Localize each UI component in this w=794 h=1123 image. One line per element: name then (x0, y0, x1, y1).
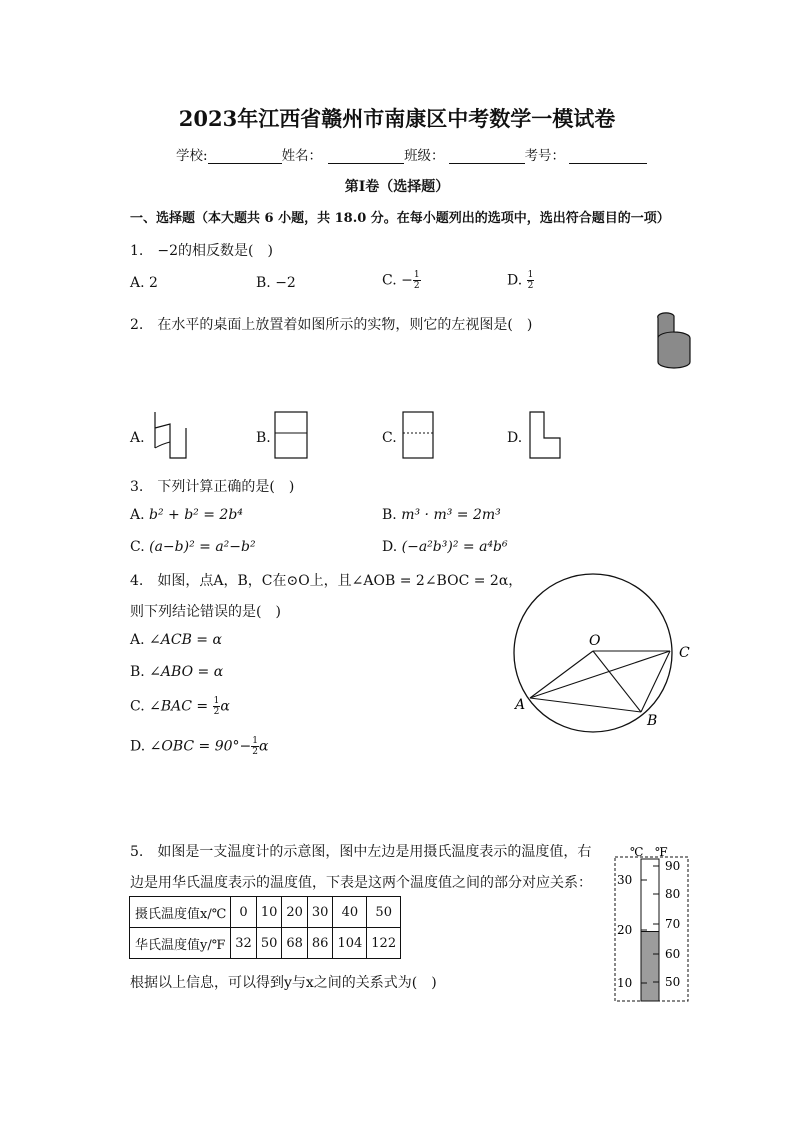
table-cell: 20 (282, 897, 308, 928)
f-tick-label: 90 (665, 859, 681, 873)
label-c: C (679, 645, 690, 661)
student-info-line (176, 144, 647, 164)
q4-stem-line1: 4. 如图，点A，B，C在⊙O上，且∠AOB = 2∠BOC = 2α， (130, 573, 523, 589)
q1-stem: 1. −2的相反数是( ) (130, 243, 273, 259)
c-tick-label: 20 (617, 923, 633, 937)
label-a: A (515, 697, 526, 713)
q2-option-d-figure[interactable] (526, 410, 566, 460)
c-tick-label: 10 (617, 976, 633, 990)
q3-option-d[interactable]: D. (−a²b³)² = a⁴b⁶ (382, 539, 508, 555)
part-title: 第Ⅰ卷（选择题） (344, 179, 450, 195)
table-cell: 0 (231, 897, 257, 928)
label-b: B (647, 713, 658, 729)
q2-option-c[interactable]: C. (382, 430, 397, 446)
q4-circle-figure (505, 565, 705, 735)
q3-stem: 3. 下列计算正确的是( ) (130, 479, 295, 495)
table-cell: 50 (367, 897, 401, 928)
name-label: 姓名： (281, 148, 323, 164)
table-cell: 40 (333, 897, 367, 928)
q4-stem-line2: 则下列结论错误的是( ) (130, 604, 281, 620)
table-cell: 10 (256, 897, 282, 928)
fraction: $\frac{1}{2}$ (527, 270, 534, 291)
unit-celsius: ℃ (630, 845, 644, 859)
f-tick-label: 60 (665, 947, 681, 961)
q2-option-d[interactable]: D. (507, 430, 523, 446)
q2-option-a-figure[interactable] (150, 408, 190, 460)
f-tick-label: 70 (665, 917, 681, 931)
q1-option-c[interactable]: C. − $\frac{1}{2}$ (382, 270, 420, 291)
q1-option-a[interactable]: A. 2 (130, 275, 158, 291)
thermometer-liquid (641, 932, 659, 1002)
number-blank[interactable] (569, 149, 647, 164)
fraction: $\frac{1}{2}$ (413, 270, 420, 291)
q1-option-d[interactable]: D. $\frac{1}{2}$ (507, 270, 534, 291)
q1-option-b[interactable]: B. −2 (256, 275, 296, 291)
q5-stem-line2: 边是用华氏温度表示的温度值，下表是这两个温度值之间的部分对应关系： (130, 875, 592, 891)
q3-option-c[interactable]: C. (a−b)² = a²−b² (130, 539, 256, 555)
table-row-label: 华氏温度值y/℉ (130, 928, 231, 959)
table-cell: 104 (333, 928, 367, 959)
fraction: $\frac{1}{2}$ (213, 696, 220, 717)
f-tick-label: 80 (665, 887, 681, 901)
table-row (130, 928, 401, 959)
label-o: O (589, 633, 601, 649)
name-blank[interactable] (328, 149, 404, 164)
q3-option-a[interactable]: A. b² + b² = 2b⁴ (130, 507, 243, 523)
school-blank[interactable] (208, 149, 282, 164)
q4-option-b[interactable]: B. ∠ABO = α (130, 664, 224, 680)
q2-option-b[interactable]: B. (256, 430, 271, 446)
table-cell: 30 (307, 897, 333, 928)
q4-option-c[interactable]: C. ∠BAC = $\frac{1}{2}$ α (130, 696, 230, 717)
q2-option-b-figure[interactable] (274, 410, 310, 460)
q2-option-a[interactable]: A. (130, 430, 145, 446)
q5-thermometer-figure (612, 842, 692, 1004)
school-label: 学校: (176, 148, 208, 164)
q2-option-c-figure[interactable] (400, 410, 436, 460)
section-header: 一、选择题（本大题共 6 小题，共 18.0 分。在每小题列出的选项中，选出符合题目的一项） (130, 211, 670, 226)
table-row (130, 897, 401, 928)
q3-option-b[interactable]: B. m³ · m³ = 2m³ (382, 507, 501, 523)
table-cell: 86 (307, 928, 333, 959)
table-cell: 32 (231, 928, 257, 959)
class-label: 班级： (404, 148, 445, 164)
q4-option-a[interactable]: A. ∠ACB = α (130, 632, 222, 648)
q4-option-d[interactable]: D. ∠OBC = 90°− $\frac{1}{2}$ α (130, 736, 269, 757)
exam-title: 2023年江西省赣州市南康区中考数学一模试卷 (178, 106, 616, 131)
f-tick-label: 50 (665, 975, 681, 989)
class-blank[interactable] (449, 149, 525, 164)
table-cell: 68 (282, 928, 308, 959)
q5-question: 根据以上信息，可以得到y与x之间的关系式为( ) (130, 975, 437, 991)
q2-stem: 2. 在水平的桌面上放置着如图所示的实物，则它的左视图是( ) (130, 317, 533, 333)
q5-temperature-table (129, 896, 401, 959)
table-row-label: 摄氏温度值x/℃ (130, 897, 231, 928)
circle-o (514, 574, 672, 732)
q5-stem-line1: 5. 如图是一支温度计的示意图，图中左边是用摄氏温度表示的温度值，右 (130, 844, 592, 860)
fraction: $\frac{1}{2}$ (252, 736, 259, 757)
table-cell: 50 (256, 928, 282, 959)
number-label: 考号： (524, 148, 566, 164)
table-cell: 122 (367, 928, 401, 959)
q2-solid-figure (652, 308, 696, 374)
c-tick-label: 30 (617, 873, 633, 887)
unit-fahrenheit: ℉ (655, 845, 668, 859)
